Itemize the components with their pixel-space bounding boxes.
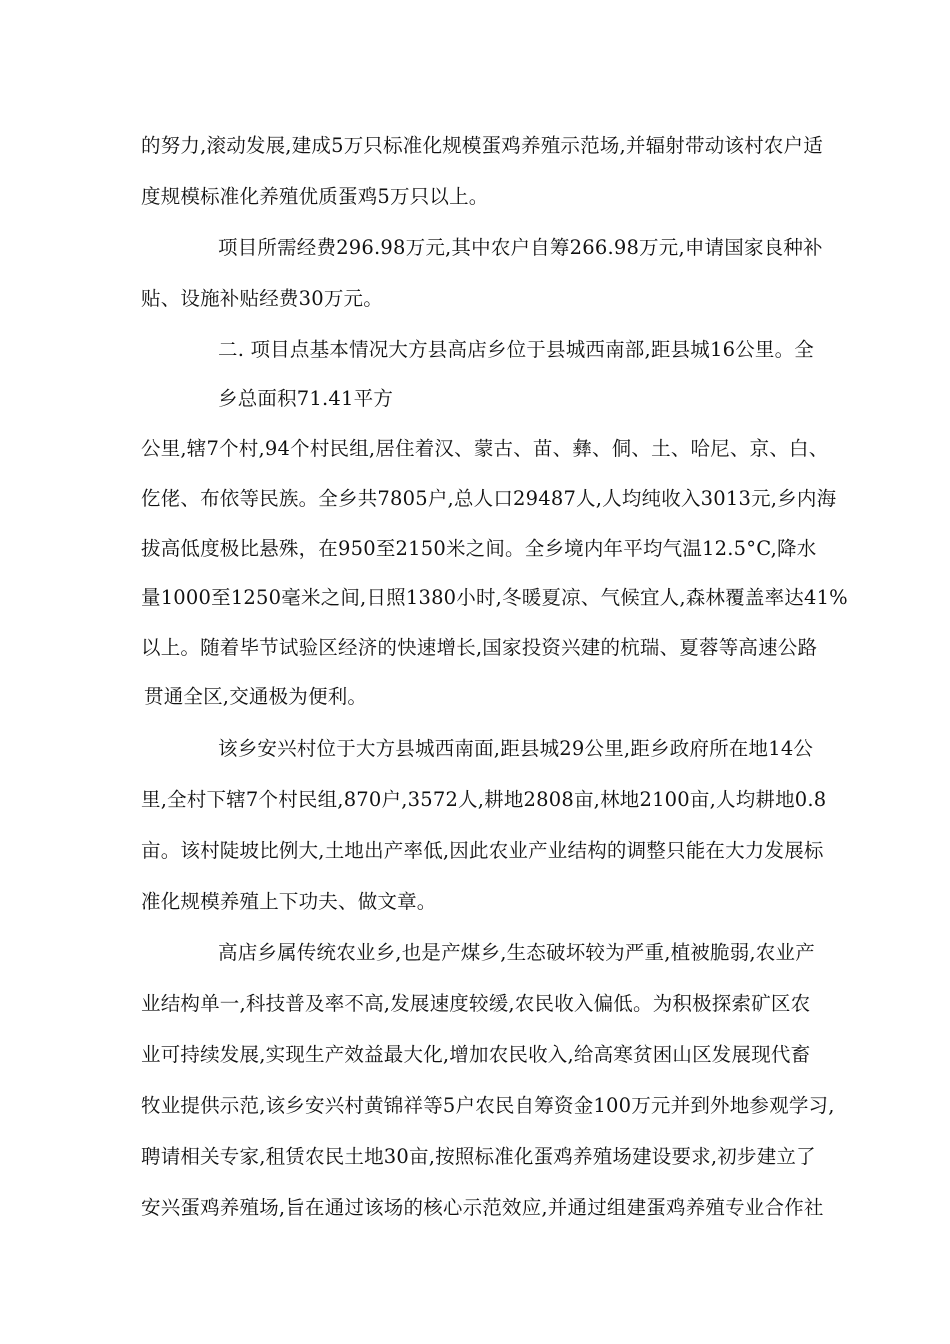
text-line: 该乡安兴村位于大方县城西南面,距县城29公里,距乡政府所在地14公 — [218, 737, 814, 760]
text-line: 贴、设施补贴经费30万元。 — [141, 287, 383, 310]
text-line: 拔高低度极比悬殊，在950至2150米之间。全乡境内年平均气温12.5°C,降水 — [141, 537, 817, 560]
text-line: 牧业提供示范,该乡安兴村黄锦祥等5户农民自筹资金100万元并到外地参观学习, — [141, 1094, 835, 1117]
text-line: 里,全村下辖7个村民组,870户,3572人,耕地2808亩,林地2100亩,人均耕地0.8 — [141, 788, 827, 811]
text-line: 的努力,滚动发展,建成5万只标准化规模蛋鸡养殖示范场,并辐射带动该村农户适 — [141, 134, 823, 157]
text-line: 仡佬、布依等民族。全乡共7805户,总人口29487人,人均纯收入3013元,乡内海 — [141, 487, 837, 510]
text-line: 高店乡属传统农业乡,也是产煤乡,生态破坏较为严重,植被脆弱,农业产 — [218, 941, 815, 964]
section-heading-line: 二. 项目点基本情况大方县高店乡位于县城西南部,距县城16公里。全 — [218, 338, 815, 361]
text-line: 聘请相关专家,租赁农民土地30亩,按照标准化蛋鸡养殖场建设要求,初步建立了 — [141, 1145, 816, 1168]
text-line: 度规模标准化养殖优质蛋鸡5万只以上。 — [141, 185, 489, 208]
text-line: 量1000至1250毫米之间,日照1380小时,冬暖夏凉、气候宜人,森林覆盖率达41% — [141, 586, 848, 609]
text-line: 业结构单一,科技普及率不高,发展速度较缓,农民收入偏低。为积极探索矿区农 — [141, 992, 811, 1015]
text-line: 安兴蛋鸡养殖场,旨在通过该场的核心示范效应,并通过组建蛋鸡养殖专业合作社 — [141, 1196, 824, 1219]
text-line: 项目所需经费296.98万元,其中农户自筹266.98万元,申请国家良种补 — [218, 236, 823, 259]
text-line: 亩。该村陡坡比例大,土地出产率低,因此农业产业结构的调整只能在大力发展标 — [141, 839, 824, 862]
text-line: 以上。随着毕节试验区经济的快速增长,国家投资兴建的杭瑞、夏蓉等高速公路 — [141, 636, 818, 659]
text-line: 业可持续发展,实现生产效益最大化,增加农民收入,给高寒贫困山区发展现代畜 — [141, 1043, 811, 1066]
text-line: 贯通全区,交通极为便利。 — [144, 685, 368, 708]
text-line: 公里,辖7个村,94个村民组,居住着汉、蒙古、苗、彝、侗、土、哈尼、京、白、 — [141, 437, 829, 460]
text-line: 乡总面积71.41平方 — [218, 387, 394, 410]
text-line: 准化规模养殖上下功夫、做文章。 — [141, 890, 437, 913]
